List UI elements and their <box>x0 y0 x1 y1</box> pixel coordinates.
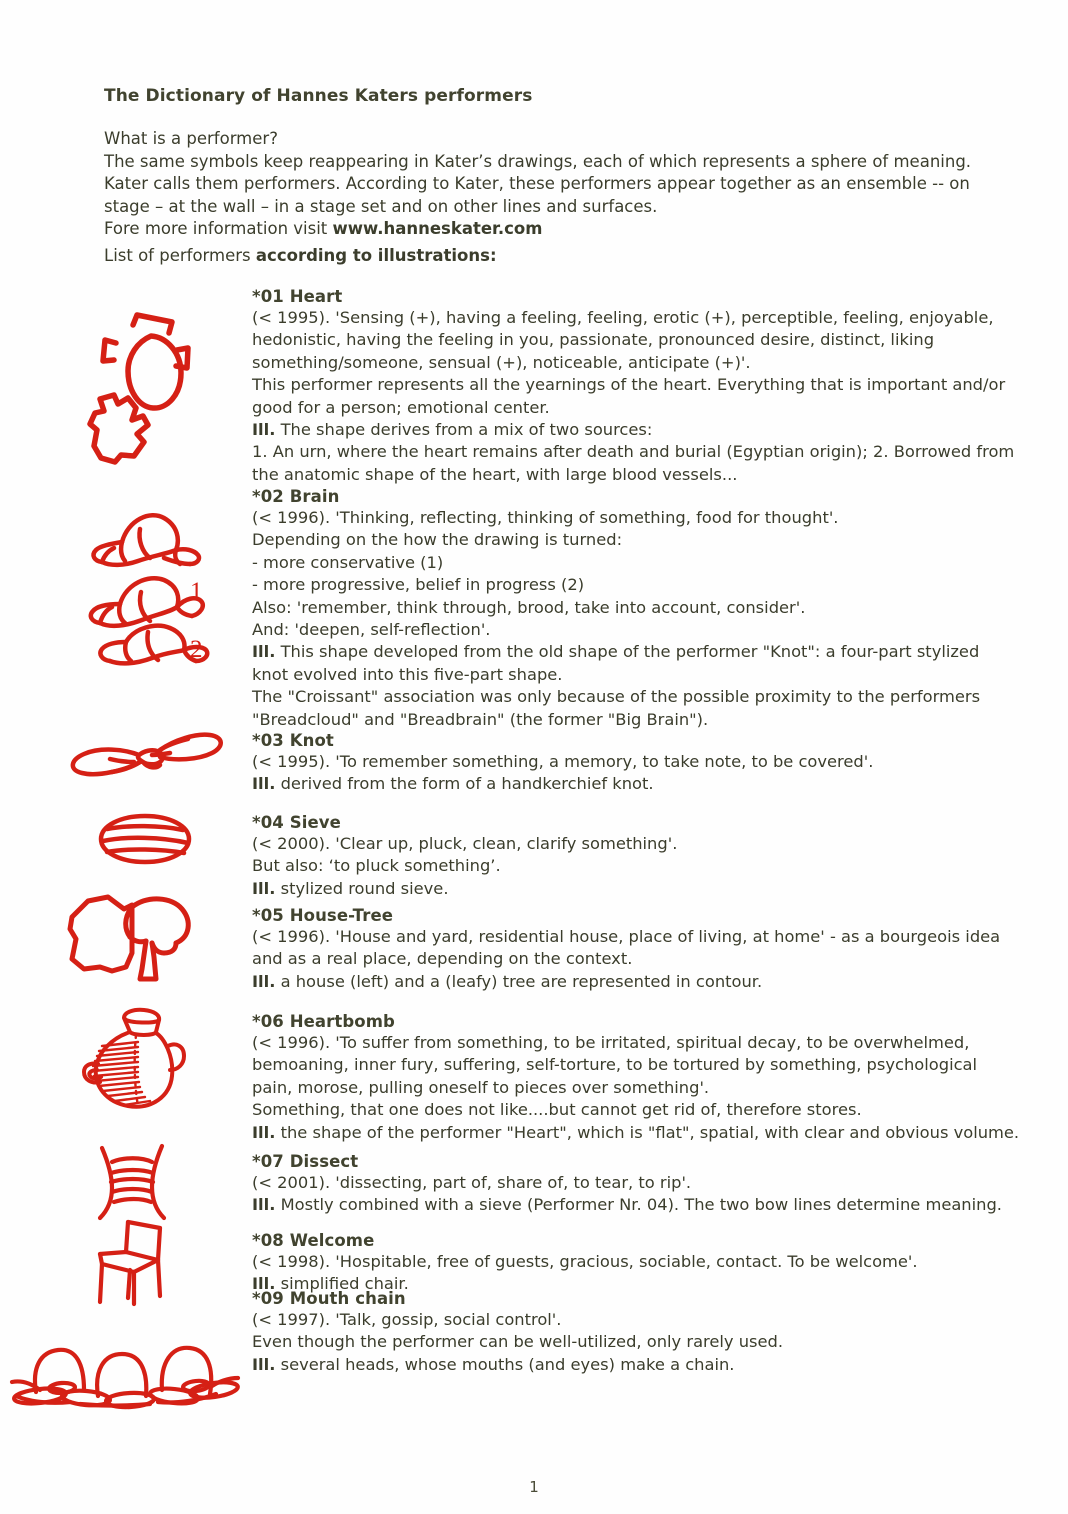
entry-line: bemoaning, inner fury, suffering, self-torture, to be tortured by something, psychological <box>252 1055 978 1075</box>
entry-line: (< 1998). 'Hospitable, free of guests, gracious, sociable, contact. To be welcome'. <box>252 1252 918 1271</box>
ill-text: several heads, whose mouths (and eyes) make a chain. <box>275 1354 735 1374</box>
entry-body <box>252 1032 1052 1144</box>
entry-line: (< 1996). 'To suffer from something, to be irritated, spiritual decay, to be overwhelmed, <box>252 1033 970 1052</box>
entry-ill-line <box>252 878 1052 900</box>
entry-line: And: 'deepen, self-reflection'. <box>252 620 491 640</box>
entry-line: The "Croissant" association was only because of the possible proximity to the performers <box>252 687 981 707</box>
list-prefix: List of performers <box>104 246 256 265</box>
entry-line: Also: 'remember, think through, brood, take into account, consider'. <box>252 597 806 617</box>
entry-08-welcome <box>252 1231 1052 1296</box>
entry-01-heart <box>252 287 1052 486</box>
ill-label: Ill. <box>252 878 276 898</box>
entry-ill-line <box>252 1122 1052 1144</box>
entry-line: and as a real place, depending on the context. <box>252 949 633 969</box>
entry-06-heartbomb <box>252 1012 1052 1144</box>
intro-line-1: The same symbols keep reappearing in Kater’s drawings, each of which represents a sphere of meaning. <box>104 151 972 171</box>
entry-line: "Breadcloud" and "Breadbrain" (the former "Big Brain"). <box>252 709 709 729</box>
entry-heading: *05 House-Tree <box>252 906 394 925</box>
mouth-chain-illustration <box>10 1316 240 1406</box>
ill-text: a house (left) and a (leafy) tree are represented in contour. <box>275 971 763 991</box>
heart-urn-illustration <box>84 296 244 468</box>
heartbomb-urn-illustration <box>72 1002 200 1112</box>
entry-body <box>252 751 1052 796</box>
entry-heading: *09 Mouth chain <box>252 1289 406 1308</box>
entry-line: good for a person; emotional center. <box>252 397 550 417</box>
intro-paragraph <box>104 128 1034 241</box>
ill-text: stylized round sieve. <box>275 878 449 898</box>
entry-line: (< 1996). 'Thinking, reflecting, thinking of something, food for thought'. <box>252 508 839 527</box>
entry-09-mouth-chain <box>252 1289 1052 1376</box>
intro-website-line <box>104 218 1034 241</box>
entry-line: Even though the performer can be well-utilized, only rarely used. <box>252 1332 784 1352</box>
entry-line: (< 1995). 'To remember something, a memory, to take note, to be covered'. <box>252 752 874 771</box>
entry-heading: *07 Dissect <box>252 1152 359 1171</box>
list-of-performers-label <box>104 246 497 265</box>
brain-variant-label-2: 2 <box>190 636 203 663</box>
chair-illustration <box>86 1218 196 1306</box>
dissect-illustration <box>84 1140 194 1226</box>
entry-ill-line <box>252 773 1052 795</box>
house-tree-illustration <box>64 893 214 993</box>
entry-line: knot evolved into this five-part shape. <box>252 664 563 684</box>
entry-ill-line <box>252 641 1052 663</box>
entry-02-brain <box>252 487 1052 731</box>
intro-line-3: stage – at the wall – in a stage set and on other lines and surfaces. <box>104 196 658 216</box>
entry-line: But also: ‘to pluck something’. <box>252 856 501 876</box>
website-link[interactable]: www.hanneskater.com <box>332 219 543 239</box>
entry-line: Something, that one does not like....but cannot get rid of, therefore stores. <box>252 1100 862 1120</box>
ill-label: Ill. <box>252 1122 276 1142</box>
ill-text: simplified chair. <box>275 1274 409 1294</box>
ill-label: Ill. <box>252 1354 276 1374</box>
entry-line: pain, morose, pulling oneself to pieces over something'. <box>252 1077 710 1097</box>
intro-line-0: What is a performer? <box>104 129 278 148</box>
entry-line: (< 1997). 'Talk, gossip, social control'. <box>252 1310 562 1329</box>
entry-body <box>252 833 1052 900</box>
visit-prefix: Fore more information visit <box>104 219 333 239</box>
entry-heading: *02 Brain <box>252 487 340 506</box>
ill-text: The shape derives from a mix of two sources: <box>275 420 653 440</box>
entry-line: - more progressive, belief in progress (2) <box>252 575 585 595</box>
entry-line: Depending on the how the drawing is turned: <box>252 530 623 550</box>
entry-body <box>252 307 1052 486</box>
entry-body <box>252 1172 1052 1217</box>
entry-heading: *03 Knot <box>252 731 334 750</box>
entry-line: (< 2001). 'dissecting, part of, share of, to tear, to rip'. <box>252 1173 692 1192</box>
entry-heading: *06 Heartbomb <box>252 1012 395 1031</box>
ill-label: Ill. <box>252 971 276 991</box>
entry-03-knot <box>252 731 1052 796</box>
entry-heading: *04 Sieve <box>252 813 341 832</box>
ill-label: Ill. <box>252 1274 276 1294</box>
sieve-illustration <box>94 812 196 868</box>
entry-heading: *08 Welcome <box>252 1231 375 1250</box>
entry-heading: *01 Heart <box>252 287 343 306</box>
entry-line: something/someone, sensual (+), noticeable, anticipate (+)'. <box>252 352 751 372</box>
entry-ill-line <box>252 1194 1052 1216</box>
entry-line: - more conservative (1) <box>252 552 444 572</box>
entry-line: hedonistic, having the feeling in you, passionate, pronounced desire, distinct, liking <box>252 330 935 350</box>
entry-line: (< 1996). 'House and yard, residential house, place of living, at home' - as a bourgeois idea <box>252 927 1001 946</box>
entry-body <box>252 1309 1052 1376</box>
ill-label: Ill. <box>252 642 276 662</box>
entry-line: (< 2000). 'Clear up, pluck, clean, clarify something'. <box>252 834 678 853</box>
brain-variant-label-1: 1 <box>190 578 203 605</box>
knot-illustration <box>64 726 244 792</box>
entry-body <box>252 507 1052 731</box>
entry-line: (< 1995). 'Sensing (+), having a feeling, feeling, erotic (+), perceptible, feeling, enjoyable, <box>252 308 994 327</box>
entry-body <box>252 926 1052 993</box>
entry-line: 1. An urn, where the heart remains after death and burial (Egyptian origin); 2. Borrowed from <box>252 442 1015 462</box>
ill-text: This shape developed from the old shape of the performer "Knot": a four-part stylized <box>275 642 980 662</box>
ill-text: Mostly combined with a sieve (Performer Nr. 04). The two bow lines determine meaning. <box>275 1195 1002 1215</box>
intro-line-2: Kater calls them performers. According to Kater, these performers appear together as an ensemble -- on <box>104 174 970 194</box>
ill-label: Ill. <box>252 1195 276 1215</box>
entry-07-dissect <box>252 1152 1052 1217</box>
entry-ill-line <box>252 1354 1052 1376</box>
page-number: 1 <box>529 1478 539 1496</box>
ill-label: Ill. <box>252 420 276 440</box>
entry-04-sieve <box>252 813 1052 900</box>
page-title: The Dictionary of Hannes Katers performers <box>104 86 533 106</box>
ill-text: derived from the form of a handkerchief knot. <box>275 774 654 794</box>
ill-label: Ill. <box>252 774 276 794</box>
ill-text: the shape of the performer "Heart", which is "flat", spatial, with clear and obvious volume. <box>275 1122 1020 1142</box>
entry-ill-line <box>252 971 1052 993</box>
entry-05-house-tree <box>252 906 1052 993</box>
entry-ill-line <box>252 419 1052 441</box>
entry-line: This performer represents all the yearnings of the heart. Everything that is important and/or <box>252 375 1006 395</box>
list-bold: according to illustrations: <box>255 246 497 265</box>
brain-croissant-illustration <box>84 500 249 670</box>
entry-line: the anatomic shape of the heart, with large blood vessels... <box>252 464 738 484</box>
